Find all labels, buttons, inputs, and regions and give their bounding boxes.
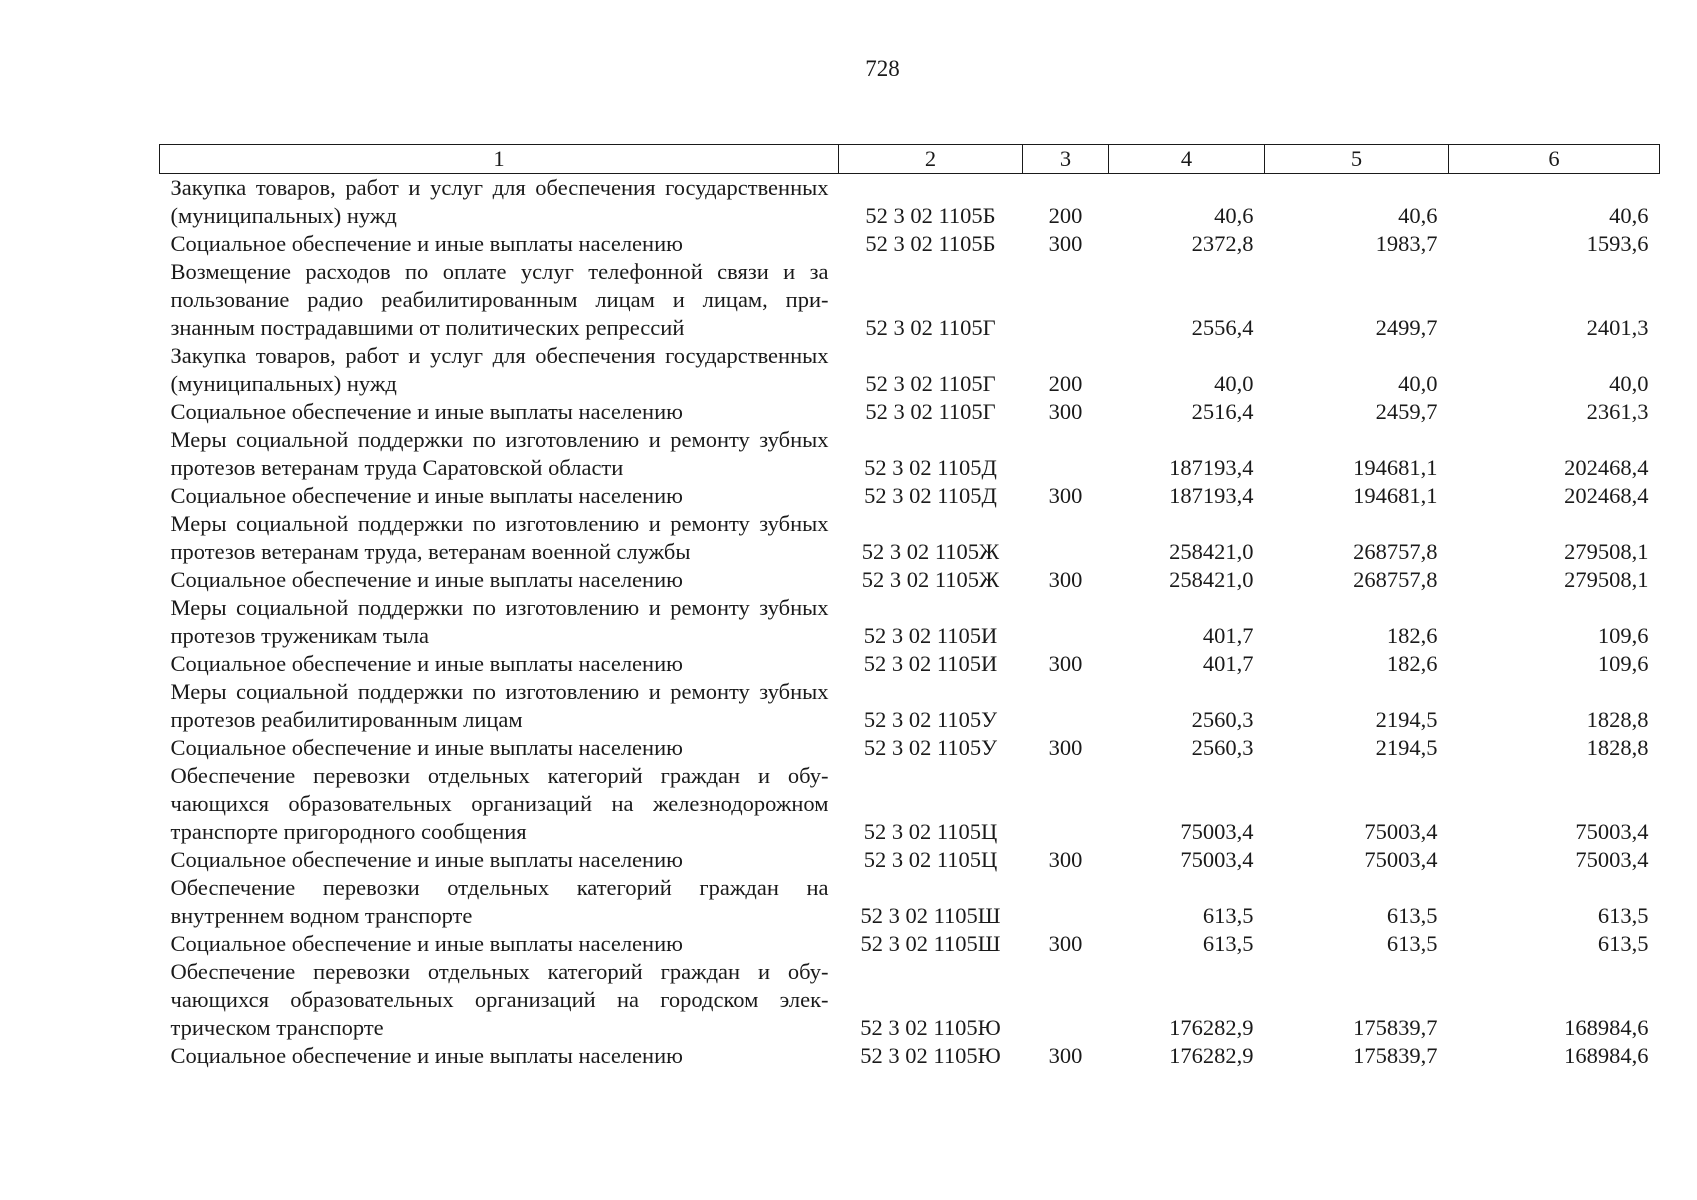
row-name-cell: Социальное обеспечение и иные выплаты населению	[170, 483, 683, 508]
row-expense-type-cell: 300	[1048, 735, 1083, 760]
row-value-3-cell: 168984,6	[1564, 1015, 1649, 1040]
row-value-2-cell: 175839,7	[1353, 1043, 1438, 1068]
column-header-5: 5	[1265, 145, 1449, 174]
row-value-3-cell: 613,5	[1597, 903, 1649, 928]
row-code-cell: 52 3 02 1105Б	[865, 203, 996, 228]
row-code-cell: 52 3 02 1105Д	[864, 455, 997, 480]
table-row	[160, 762, 1660, 846]
row-value-1-cell: 176282,9	[1169, 1015, 1254, 1040]
column-header-6: 6	[1449, 145, 1660, 174]
row-name-cell: Возмещение расходов по оплате услуг телефонной связи и за пользование радио реабилитированным лицам и лицам, признанным пострадавшими от политических репрессий	[170, 259, 829, 340]
row-name-cell: Закупка товаров, работ и услуг для обеспечения государственных (муниципальных) нужд	[170, 343, 829, 396]
row-value-1-cell: 258421,0	[1169, 539, 1254, 564]
row-value-2-cell: 75003,4	[1364, 847, 1438, 872]
table-row	[160, 342, 1660, 398]
budget-table	[159, 144, 1660, 1070]
table-row	[160, 734, 1660, 762]
row-value-3-cell: 109,6	[1597, 623, 1649, 648]
row-code-cell: 52 3 02 1105Ю	[860, 1043, 1001, 1068]
row-value-2-cell: 194681,1	[1353, 483, 1438, 508]
row-name-cell: Социальное обеспечение и иные выплаты населению	[170, 231, 683, 256]
row-code-cell: 52 3 02 1105У	[863, 735, 998, 760]
row-name-cell: Обеспечение перевозки отдельных категорий граждан на внутреннем водном транспорте	[170, 875, 829, 928]
row-value-3-cell: 75003,4	[1575, 847, 1649, 872]
row-expense-type-cell: 300	[1048, 231, 1083, 256]
row-value-2-cell: 613,5	[1386, 903, 1438, 928]
row-expense-type-cell	[1023, 874, 1109, 930]
row-expense-type-cell	[1023, 762, 1109, 846]
table-row	[160, 846, 1660, 874]
row-value-2-cell: 1983,7	[1375, 231, 1438, 256]
row-expense-type-cell	[1023, 258, 1109, 342]
table-row	[160, 874, 1660, 930]
row-name-cell: Закупка товаров, работ и услуг для обеспечения государственных (муниципальных) нужд	[170, 175, 829, 228]
table-row	[160, 1042, 1660, 1070]
row-value-1-cell: 187193,4	[1169, 455, 1254, 480]
row-value-2-cell: 268757,8	[1353, 567, 1438, 592]
row-name-cell: Меры социальной поддержки по изготовлению и ремонту зубных протезов ветеранам труда, ветеранам военной службы	[170, 511, 829, 564]
row-value-1-cell: 2372,8	[1191, 231, 1254, 256]
row-expense-type-cell	[1023, 594, 1109, 650]
row-expense-type-cell	[1023, 426, 1109, 482]
row-value-3-cell: 202468,4	[1564, 455, 1649, 480]
row-expense-type-cell	[1023, 510, 1109, 566]
table-row	[160, 230, 1660, 258]
row-code-cell: 52 3 02 1105Ю	[860, 1015, 1001, 1040]
row-value-1-cell: 258421,0	[1169, 567, 1254, 592]
table-header-row	[160, 145, 1660, 174]
row-name-cell: Социальное обеспечение и иные выплаты населению	[170, 399, 683, 424]
table-row	[160, 566, 1660, 594]
row-value-3-cell: 2361,3	[1586, 399, 1649, 424]
row-value-1-cell: 2516,4	[1191, 399, 1254, 424]
row-value-3-cell: 2401,3	[1586, 315, 1649, 340]
row-value-1-cell: 2560,3	[1191, 735, 1254, 760]
row-value-3-cell: 1828,8	[1586, 707, 1649, 732]
column-header-4: 4	[1109, 145, 1265, 174]
row-value-3-cell: 75003,4	[1575, 819, 1649, 844]
row-code-cell: 52 3 02 1105У	[863, 707, 998, 732]
row-expense-type-cell: 300	[1048, 931, 1083, 956]
row-code-cell: 52 3 02 1105Ц	[863, 819, 998, 844]
table-row	[160, 958, 1660, 1042]
row-value-1-cell: 401,7	[1202, 623, 1254, 648]
row-value-2-cell: 2499,7	[1375, 315, 1438, 340]
table-row	[160, 426, 1660, 482]
row-name-cell: Обеспечение перевозки отдельных категорий граждан и обучающихся образовательных организаций на городском электрическом транспорте	[170, 959, 829, 1040]
table-row	[160, 510, 1660, 566]
row-value-2-cell: 182,6	[1386, 623, 1438, 648]
row-value-2-cell: 613,5	[1386, 931, 1438, 956]
column-header-1: 1	[160, 145, 839, 174]
row-value-3-cell: 613,5	[1597, 931, 1649, 956]
row-name-cell: Обеспечение перевозки отдельных категорий граждан и обучающихся образовательных организаций на железнодорожном транспорте пригородного сообщения	[170, 763, 829, 844]
row-value-2-cell: 175839,7	[1353, 1015, 1438, 1040]
row-value-3-cell: 168984,6	[1564, 1043, 1649, 1068]
row-value-3-cell: 1593,6	[1586, 231, 1649, 256]
row-code-cell: 52 3 02 1105Ш	[860, 931, 1001, 956]
row-expense-type-cell: 300	[1048, 847, 1083, 872]
row-value-3-cell: 40,0	[1609, 371, 1649, 396]
row-value-1-cell: 2556,4	[1191, 315, 1254, 340]
row-value-2-cell: 2194,5	[1375, 735, 1438, 760]
table-row	[160, 650, 1660, 678]
row-code-cell: 52 3 02 1105Ш	[860, 903, 1001, 928]
row-expense-type-cell: 300	[1048, 567, 1083, 592]
page-number: 728	[865, 56, 900, 81]
row-expense-type-cell: 200	[1048, 203, 1083, 228]
row-value-1-cell: 187193,4	[1169, 483, 1254, 508]
row-expense-type-cell: 300	[1048, 399, 1083, 424]
table-row	[160, 594, 1660, 650]
row-value-2-cell: 194681,1	[1353, 455, 1438, 480]
row-expense-type-cell: 200	[1048, 371, 1083, 396]
table-row	[160, 678, 1660, 734]
row-value-3-cell: 1828,8	[1586, 735, 1649, 760]
row-expense-type-cell: 300	[1048, 1043, 1083, 1068]
row-value-2-cell: 75003,4	[1364, 819, 1438, 844]
row-expense-type-cell: 300	[1048, 651, 1083, 676]
row-value-2-cell: 182,6	[1386, 651, 1438, 676]
column-header-2: 2	[839, 145, 1023, 174]
row-value-3-cell: 279508,1	[1564, 567, 1649, 592]
row-name-cell: Социальное обеспечение и иные выплаты населению	[170, 735, 683, 760]
table-body	[160, 174, 1660, 1071]
row-value-1-cell: 75003,4	[1180, 819, 1254, 844]
row-code-cell: 52 3 02 1105Г	[865, 399, 996, 424]
row-name-cell: Социальное обеспечение и иные выплаты населению	[170, 651, 683, 676]
row-code-cell: 52 3 02 1105Д	[864, 483, 997, 508]
row-code-cell: 52 3 02 1105Ц	[863, 847, 998, 872]
row-name-cell: Социальное обеспечение и иные выплаты населению	[170, 847, 683, 872]
row-value-2-cell: 2194,5	[1375, 707, 1438, 732]
row-value-3-cell: 109,6	[1597, 651, 1649, 676]
row-value-1-cell: 613,5	[1202, 903, 1254, 928]
row-value-2-cell: 40,6	[1398, 203, 1438, 228]
row-value-1-cell: 613,5	[1202, 931, 1254, 956]
row-name-cell: Меры социальной поддержки по изготовлению и ремонту зубных протезов ветеранам труда Саратовской области	[170, 427, 829, 480]
row-value-2-cell: 40,0	[1398, 371, 1438, 396]
row-code-cell: 52 3 02 1105Б	[865, 231, 996, 256]
table-row	[160, 258, 1660, 342]
table-row	[160, 398, 1660, 426]
row-code-cell: 52 3 02 1105Г	[865, 371, 996, 396]
row-expense-type-cell: 300	[1048, 483, 1083, 508]
row-value-1-cell: 401,7	[1202, 651, 1254, 676]
row-value-1-cell: 40,0	[1214, 371, 1254, 396]
row-value-3-cell: 202468,4	[1564, 483, 1649, 508]
row-name-cell: Меры социальной поддержки по изготовлению и ремонту зубных протезов труженикам тыла	[170, 595, 829, 648]
row-value-2-cell: 2459,7	[1375, 399, 1438, 424]
row-code-cell: 52 3 02 1105Ж	[861, 539, 1000, 564]
row-expense-type-cell	[1023, 958, 1109, 1042]
row-expense-type-cell	[1023, 678, 1109, 734]
row-code-cell: 52 3 02 1105Ж	[861, 567, 1000, 592]
row-value-2-cell: 268757,8	[1353, 539, 1438, 564]
row-name-cell: Социальное обеспечение и иные выплаты населению	[170, 1043, 683, 1068]
table-row	[160, 482, 1660, 510]
row-value-1-cell: 40,6	[1214, 203, 1254, 228]
row-name-cell: Социальное обеспечение и иные выплаты населению	[170, 931, 683, 956]
row-value-1-cell: 2560,3	[1191, 707, 1254, 732]
column-header-3: 3	[1023, 145, 1109, 174]
row-value-1-cell: 75003,4	[1180, 847, 1254, 872]
row-name-cell: Социальное обеспечение и иные выплаты населению	[170, 567, 683, 592]
table-row	[160, 930, 1660, 958]
row-value-3-cell: 40,6	[1609, 203, 1649, 228]
row-name-cell: Меры социальной поддержки по изготовлению и ремонту зубных протезов реабилитированным лицам	[170, 679, 829, 732]
row-code-cell: 52 3 02 1105Г	[865, 315, 996, 340]
row-value-3-cell: 279508,1	[1564, 539, 1649, 564]
table-row	[160, 174, 1660, 231]
row-value-1-cell: 176282,9	[1169, 1043, 1254, 1068]
row-code-cell: 52 3 02 1105И	[863, 651, 998, 676]
row-code-cell: 52 3 02 1105И	[863, 623, 998, 648]
